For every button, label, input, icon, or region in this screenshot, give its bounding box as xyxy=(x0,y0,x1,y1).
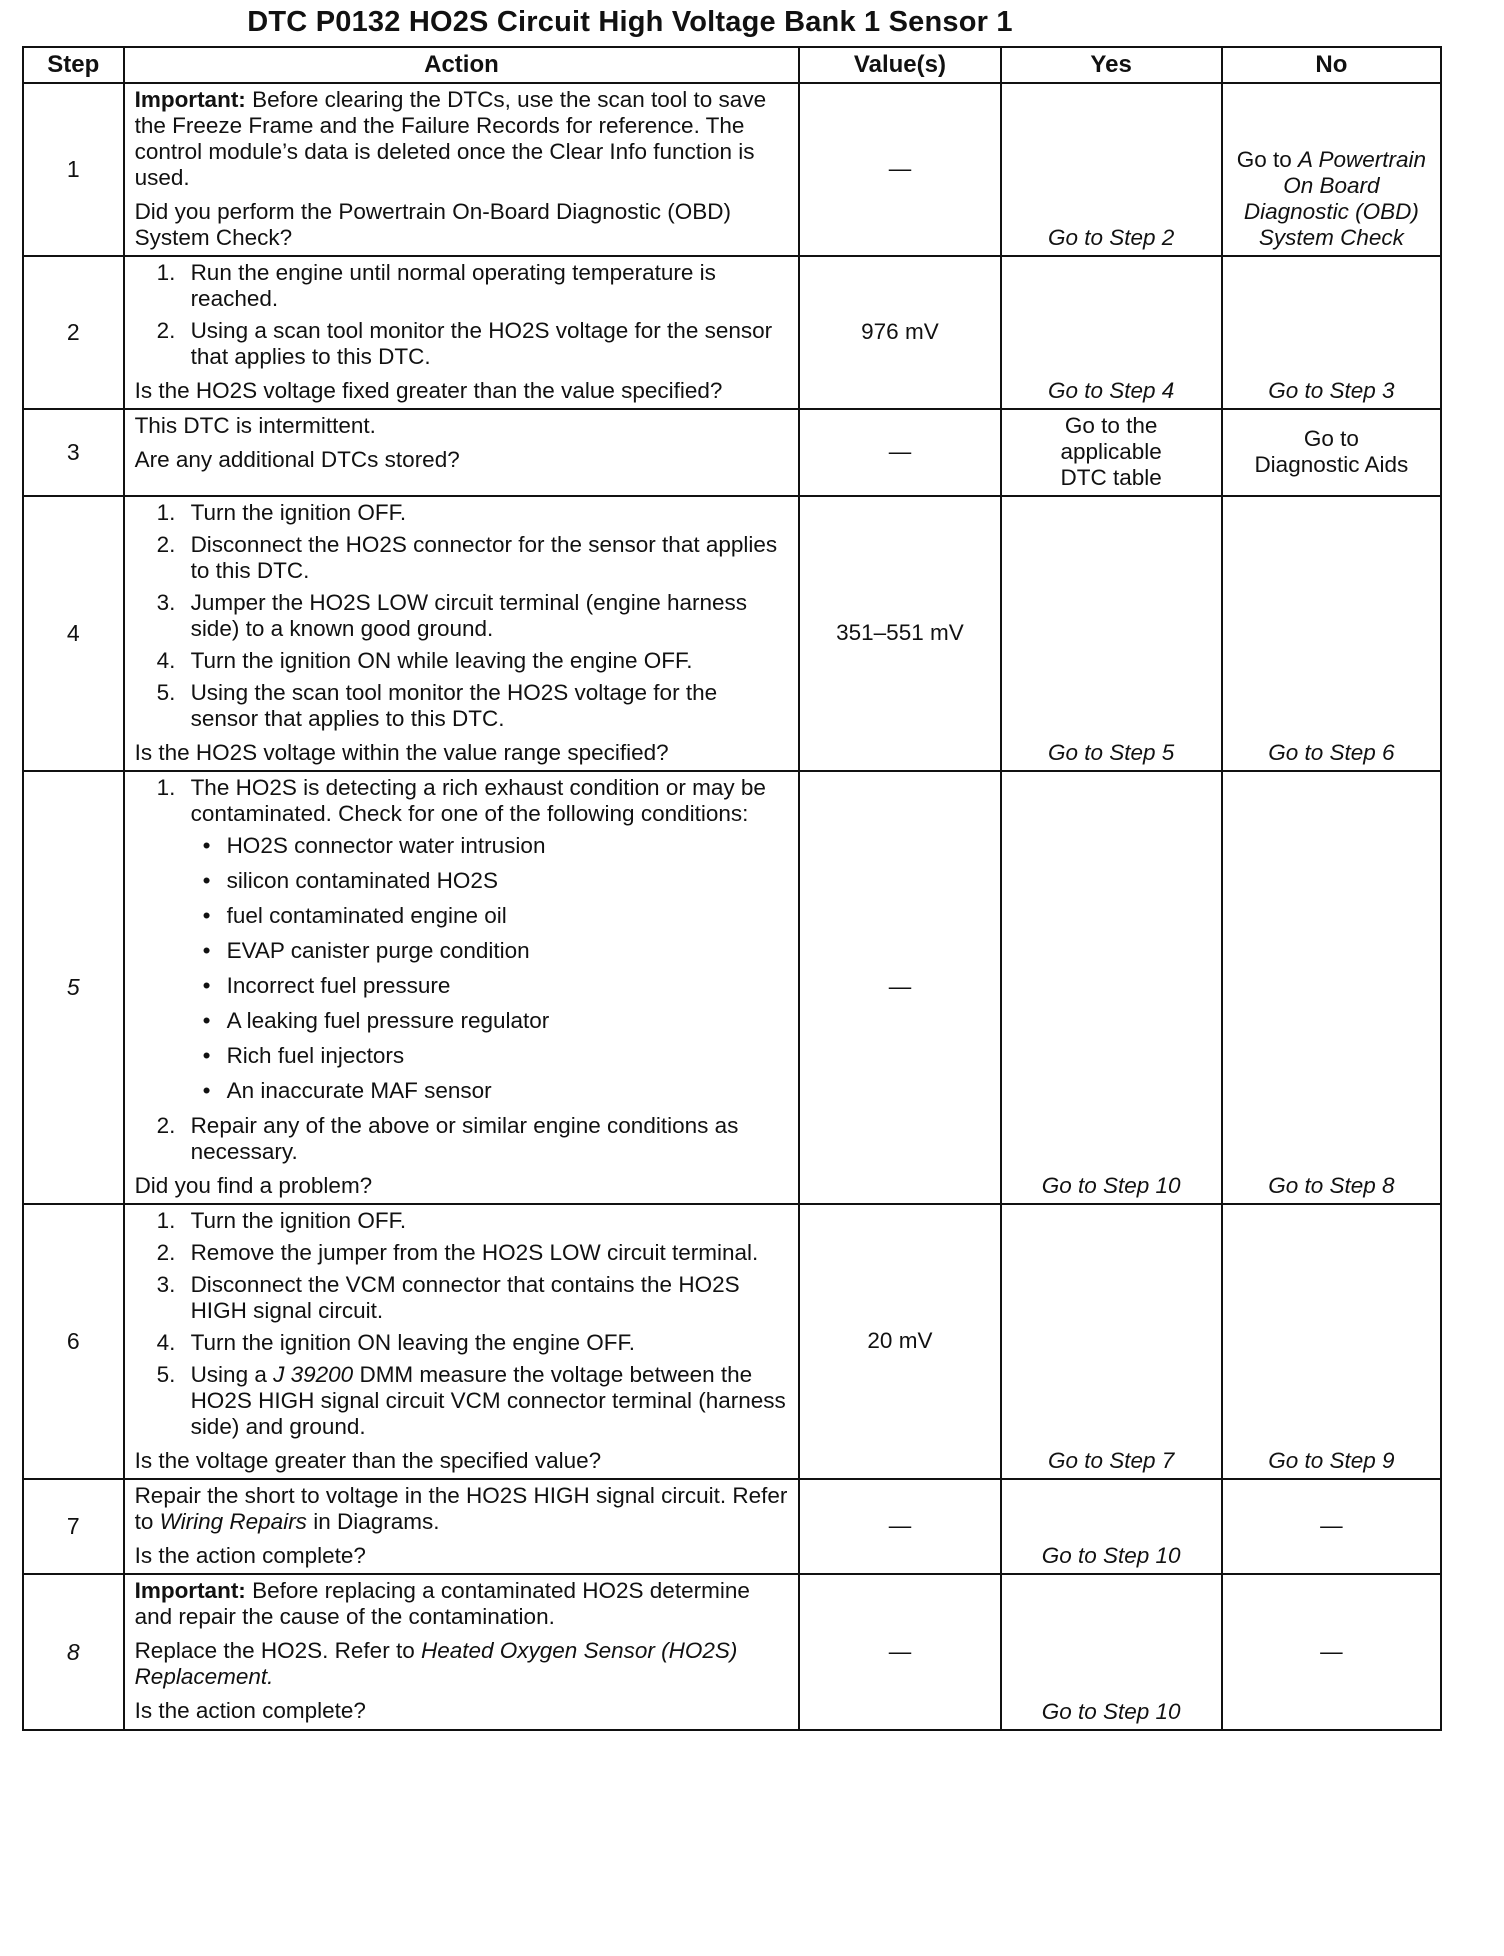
important-note xyxy=(135,87,789,191)
no-cell: Go to Step 3 xyxy=(1222,256,1441,409)
action-question: Is the action complete? xyxy=(134,1543,366,1568)
condition-item: • Rich fuel injectors xyxy=(191,1043,789,1069)
important-label: Important: xyxy=(134,87,246,112)
action-item: 2. Repair any of the above or similar engine conditions as necessary. xyxy=(156,1113,739,1164)
action-question: Are any additional DTCs stored? xyxy=(134,447,460,472)
action-cell xyxy=(124,496,800,771)
step-number: 4 xyxy=(23,496,124,771)
yes-cell: Go to Step 5 xyxy=(1001,496,1222,771)
action-item: 2. Disconnect the HO2S connector for the sensor that applies to this DTC. xyxy=(156,532,778,583)
important-label: Important: xyxy=(134,1578,246,1603)
value-cell: — xyxy=(799,1574,1000,1730)
no-cell: Go to Step 9 xyxy=(1222,1204,1441,1479)
table-row-step-3 xyxy=(23,409,1441,496)
yes-cell: Go to the applicable DTC table xyxy=(1001,409,1222,496)
no-cell xyxy=(1222,83,1441,256)
tool-reference: J 39200 xyxy=(273,1362,354,1387)
no-cell: — xyxy=(1222,1479,1441,1574)
yes-cell: Go to Step 10 xyxy=(1001,771,1222,1204)
important-note xyxy=(135,1578,789,1630)
yes-cell: Go to Step 4 xyxy=(1001,256,1222,409)
action-item: 4. Turn the ignition ON while leaving the engine OFF. xyxy=(156,648,693,673)
diagnostic-table xyxy=(22,46,1442,1731)
action-cell xyxy=(124,1574,800,1730)
action-cell xyxy=(124,1204,800,1479)
action-item: 1. Run the engine until normal operating temperature is reached. xyxy=(156,260,716,311)
action-question: Did you find a problem? xyxy=(134,1173,373,1198)
table-row-step-1 xyxy=(23,83,1441,256)
page-title: DTC P0132 HO2S Circuit High Voltage Bank 1 Sensor 1 xyxy=(247,6,1013,38)
action-cell xyxy=(124,771,800,1204)
action-item: 2. Using a scan tool monitor the HO2S voltage for the sensor that applies to this DTC. xyxy=(156,318,773,369)
value-cell: — xyxy=(799,83,1000,256)
no-cell: — xyxy=(1222,1574,1441,1730)
action-question: Is the action complete? xyxy=(134,1698,366,1723)
condition-list xyxy=(191,833,789,1104)
condition-item: • A leaking fuel pressure regulator xyxy=(191,1008,789,1034)
step-number: 3 xyxy=(23,409,124,496)
value-cell: 20 mV xyxy=(799,1204,1000,1479)
header-yes: Yes xyxy=(1001,47,1222,83)
yes-cell: Go to Step 10 xyxy=(1001,1479,1222,1574)
step-number: 8 xyxy=(23,1574,124,1730)
no-prefix: Go to xyxy=(1236,147,1299,172)
action-text: This DTC is intermittent. xyxy=(134,413,376,438)
yes-cell: Go to Step 2 xyxy=(1001,83,1222,256)
action-text: Repair the short to voltage in the HO2S HIGH signal circuit. Refer to Wiring Repairs in Diagrams. xyxy=(134,1483,788,1534)
action-item: 3. Jumper the HO2S LOW circuit terminal (engine harness side) to a known good ground. xyxy=(156,590,748,641)
value-cell: — xyxy=(799,771,1000,1204)
step-number: 2 xyxy=(23,256,124,409)
step-number: 6 xyxy=(23,1204,124,1479)
step-number: 5 xyxy=(23,771,124,1204)
action-question: Is the HO2S voltage within the value range specified? xyxy=(134,740,669,765)
table-row-step-2 xyxy=(23,256,1441,409)
header-step: Step xyxy=(23,47,124,83)
no-reference: A Powertrain On Board Diagnostic (OBD) System Check xyxy=(1243,147,1426,250)
action-item: 1. Turn the ignition OFF. xyxy=(156,1208,407,1233)
yes-cell: Go to Step 10 xyxy=(1001,1574,1222,1730)
action-cell xyxy=(124,1479,800,1574)
value-cell: — xyxy=(799,409,1000,496)
action-cell xyxy=(124,83,800,256)
header-no: No xyxy=(1222,47,1441,83)
action-question: Did you perform the Powertrain On-Board Diagnostic (OBD) System Check? xyxy=(134,199,732,250)
no-cell: Go to Diagnostic Aids xyxy=(1222,409,1441,496)
condition-item: • EVAP canister purge condition xyxy=(191,938,789,964)
action-item: 2. Remove the jumper from the HO2S LOW circuit terminal. xyxy=(156,1240,759,1265)
step-number: 7 xyxy=(23,1479,124,1574)
step-number: 1 xyxy=(23,83,124,256)
table-row-step-7 xyxy=(23,1479,1441,1574)
important-text: Before replacing a contaminated HO2S determine and repair the cause of the contamination. xyxy=(134,1578,750,1629)
action-cell xyxy=(124,409,800,496)
header-row xyxy=(23,47,1441,83)
header-values: Value(s) xyxy=(799,47,1000,83)
header-action: Action xyxy=(124,47,800,83)
condition-item: • silicon contaminated HO2S xyxy=(191,868,789,894)
action-text: Replace the HO2S. Refer to Heated Oxygen Sensor (HO2S) Replacement. xyxy=(134,1638,738,1689)
action-question: Is the voltage greater than the specified value? xyxy=(134,1448,602,1473)
action-item: 3. Disconnect the VCM connector that contains the HO2S HIGH signal circuit. xyxy=(156,1272,740,1323)
action-item: 5. Using a J 39200 DMM measure the voltage between the HO2S HIGH signal circuit VCM connector terminal (harness side) and ground. xyxy=(156,1362,786,1439)
no-cell: Go to Step 6 xyxy=(1222,496,1441,771)
important-text: Before clearing the DTCs, use the scan tool to save the Freeze Frame and the Failure Records for reference. The control module’s data is deleted once the Clear Info function is used. xyxy=(134,87,767,190)
action-item: 4. Turn the ignition ON leaving the engine OFF. xyxy=(156,1330,635,1355)
condition-item: • An inaccurate MAF sensor xyxy=(191,1078,789,1104)
condition-item: • HO2S connector water intrusion xyxy=(191,833,789,859)
condition-item: • Incorrect fuel pressure xyxy=(191,973,789,999)
value-cell: 976 mV xyxy=(799,256,1000,409)
action-item: 1. The HO2S is detecting a rich exhaust condition or may be contaminated. Check for one of the following conditions: • HO2S connector water intrusion • silicon contaminated HO2S • fuel contaminated engine oil • EVAP canister purge condition • Incorrect fuel pressure • A leaking fuel pressure regulator • Rich fuel injectors • An inaccurate MAF sensor xyxy=(135,775,789,1104)
table-row-step-6 xyxy=(23,1204,1441,1479)
value-cell: 351–551 mV xyxy=(799,496,1000,771)
action-question: Is the HO2S voltage fixed greater than the value specified? xyxy=(134,378,723,403)
condition-item: • fuel contaminated engine oil xyxy=(191,903,789,929)
doc-reference: Wiring Repairs xyxy=(159,1509,307,1534)
yes-cell: Go to Step 7 xyxy=(1001,1204,1222,1479)
no-cell: Go to Step 8 xyxy=(1222,771,1441,1204)
table-row-step-5 xyxy=(23,771,1441,1204)
action-item: 5. Using the scan tool monitor the HO2S voltage for the sensor that applies to this DTC. xyxy=(156,680,718,731)
doc-reference: Heated Oxygen Sensor (HO2S) Replacement. xyxy=(134,1638,738,1689)
table-row-step-4 xyxy=(23,496,1441,771)
action-item: 1. Turn the ignition OFF. xyxy=(156,500,407,525)
action-cell xyxy=(124,256,800,409)
table-row-step-8 xyxy=(23,1574,1441,1730)
value-cell: — xyxy=(799,1479,1000,1574)
